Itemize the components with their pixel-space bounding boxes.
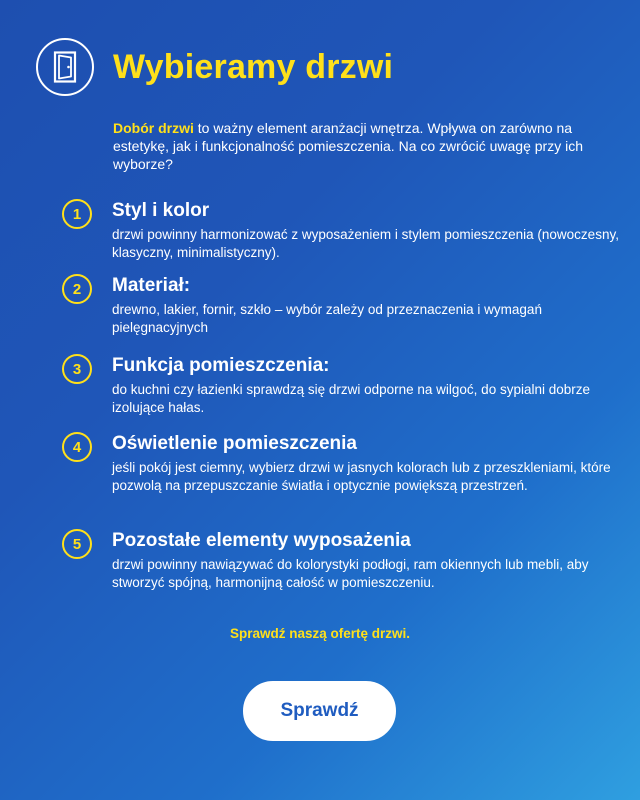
item-number-badge: 3 bbox=[62, 354, 92, 384]
item-title: Funkcja pomieszczenia: bbox=[112, 355, 330, 376]
item-description: drzwi powinny harmonizować z wyposażeniem i stylem pomieszczenia (nowoczesny, klasyczny, minimalistyczny). bbox=[112, 227, 619, 260]
item-title: Oświetlenie pomieszczenia bbox=[112, 433, 357, 454]
intro-text: to ważny element aranżacji wnętrza. Wpływa on zarówno na estetykę, jak i funkcjonalność pomieszczenia. Na co zwrócić uwagę przy ich wyborze? bbox=[113, 120, 583, 172]
intro-paragraph bbox=[113, 119, 613, 173]
check-offer-button[interactable]: Sprawdź bbox=[243, 681, 396, 741]
item-description: drewno, lakier, fornir, szkło – wybór zależy od przeznaczenia i wymagań pielęgnacyjnych bbox=[112, 302, 542, 335]
item-number-badge: 1 bbox=[62, 199, 92, 229]
page-title: Wybieramy drzwi bbox=[113, 48, 394, 86]
item-number-badge: 5 bbox=[62, 529, 92, 559]
item-title: Pozostałe elementy wyposażenia bbox=[112, 530, 411, 551]
item-number-badge: 4 bbox=[62, 432, 92, 462]
item-description: do kuchni czy łazienki sprawdzą się drzwi odporne na wilgoć, do sypialni dobrze izolujące hałas. bbox=[112, 382, 590, 415]
cta-link-text: Sprawdź naszą ofertę drzwi. bbox=[229, 626, 411, 641]
intro-highlight: Dobór drzwi bbox=[113, 120, 194, 136]
door-icon-graphic bbox=[53, 51, 77, 83]
item-description: jeśli pokój jest ciemny, wybierz drzwi w jasnych kolorach lub z przeszkleniami, które pozwolą na przepuszczanie światła i optycznie powiększą przestrzeń. bbox=[112, 460, 611, 493]
item-title: Styl i kolor bbox=[112, 200, 210, 221]
item-number-badge: 2 bbox=[62, 274, 92, 304]
door-icon bbox=[36, 38, 94, 96]
item-title: Materiał: bbox=[112, 275, 191, 296]
item-description: drzwi powinny nawiązywać do kolorystyki podłogi, ram okiennych lub mebli, aby stworzyć spójną, harmonijną całość w pomieszczeniu. bbox=[112, 557, 589, 590]
